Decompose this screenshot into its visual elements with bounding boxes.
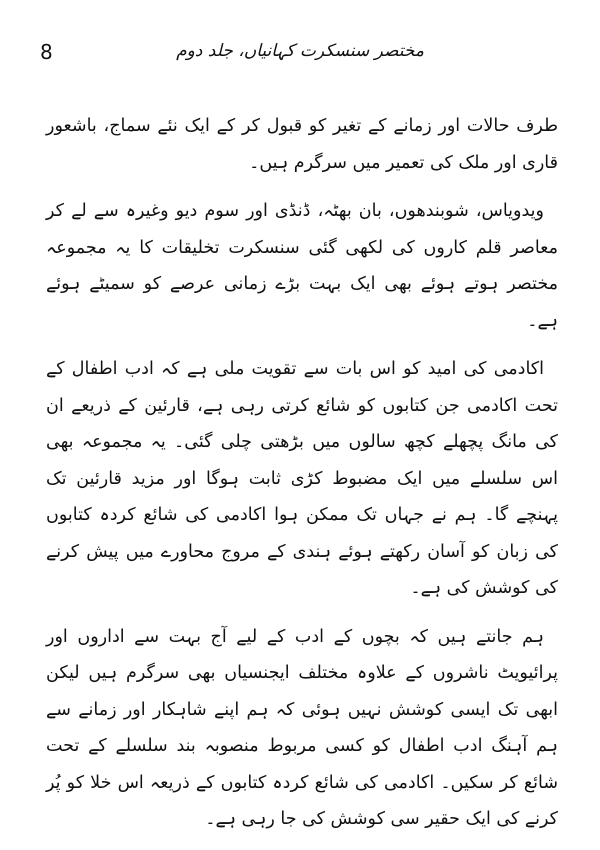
page-header — [40, 40, 560, 76]
paragraph: ویدویاس، شوبندھوں، بان بھٹہ، ڈنڈی اور سوم دیو وغیرہ سے لے کر معاصر قلم کاروں کی لکھی گئی سنسکرت تخلیقات کا یہ مجموعہ مختصر ہوتے ہوئے بھی ایک بہت بڑے زمانی عرصے کو سمیٹے ہوئے ہے۔ — [46, 201, 558, 331]
paragraph: طرف حالات اور زمانے کے تغیر کو قبول کر کے ایک نئے سماج، باشعور قاری اور ملک کی تعمیر میں سرگرم ہیں۔ — [46, 116, 558, 173]
paragraph: اکادمی کی امید کو اس بات سے تقویت ملی ہے کہ ادب اطفال کے تحت اکادمی جن کتابوں کو شائع کرتی رہی ہے، قارئین کے ذریعے ان کی مانگ پچھلے کچھ سالوں میں بڑھتی چلی گئی۔ یہ مجموعہ بھی اس سلسلے میں ایک مضبوط کڑی ثابت ہوگا اور مزید قارئین تک پہنچے گا۔ ہم نے جہاں تک ممکن ہوا اکادمی کی شائع کردہ کتابوں کی زبان کو آسان رکھتے ہوئے ہندی کے مروج محاورے میں پیش کرنے کی کوشش کی ہے۔ — [46, 359, 558, 598]
body-text — [46, 108, 558, 850]
paragraph: ہم جانتے ہیں کہ بچوں کے ادب کے لیے آج بہت سے اداروں اور پرائیویٹ ناشروں کے علاوہ مختلف ایجنسیاں بھی سرگرم ہیں لیکن ابھی تک ایسی کوشش نہیں ہوئی کہ ہم اپنے شاہکار اور زمانے سے ہم آہنگ ادب اطفال کو کسی مربوط منصوبہ بند سلسلے کے تحت شائع کر سکیں۔ اکادمی کی شائع کردہ کتابوں کے ذریعہ اس خلا کو پُر کرنے کی ایک حقیر سی کوشش کی جا رہی ہے۔ — [46, 626, 558, 829]
running-title: مختصر سنسکرت کہانیاں، جلد دوم — [176, 41, 424, 61]
page-number: 8 — [40, 40, 53, 64]
